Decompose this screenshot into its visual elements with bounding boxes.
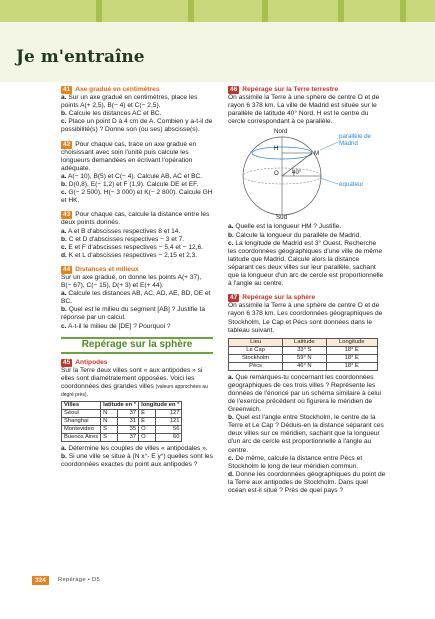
- cities-table: [61, 401, 182, 442]
- top-bar-stripe: [262, 0, 268, 22]
- table-cell: 35: [118, 426, 139, 434]
- table-cell: S: [101, 426, 118, 434]
- exercise-43: [61, 211, 213, 260]
- page-number: 324: [32, 576, 49, 585]
- question-c: c. De même, calcule la distance entre Pécs et Stockholm le long de leur méridien commun.: [228, 454, 363, 470]
- exercise-header: [61, 86, 213, 94]
- exercise-number: 43: [63, 211, 71, 219]
- exercise-title: Axe gradué en centimètres: [75, 86, 160, 93]
- section-title: Repérage sur la sphère: [81, 338, 193, 350]
- table-row: [62, 410, 182, 418]
- table-cell: 59° N: [283, 354, 326, 362]
- question-c: c. A-t-il le milieu de [DE] ? Pourquoi ?: [61, 322, 171, 330]
- question-b: b. Calcule la longueur du parallèle de Madrid.: [228, 231, 362, 239]
- exercise-header: [228, 294, 386, 302]
- question-a: a. Détermine les couples de villes « antipodales ».: [61, 445, 208, 453]
- table-cell: E: [139, 410, 156, 418]
- question-c: c. E et F d'abscisses respectives − 5,4 et − 12,6.: [61, 243, 204, 251]
- exercise-number: 47: [230, 294, 238, 302]
- exercise-intro: 43 Pour chaque cas, calcule la distance entre les deux points donnés.: [61, 211, 210, 227]
- table-cell: 37: [118, 434, 139, 442]
- exercise-number: 45: [63, 358, 71, 366]
- exercise-number: 41: [63, 86, 71, 93]
- top-bar-stripe: [96, 0, 102, 22]
- question-a: a. A(− 10), B(5) et C(− 4). Calcule AB, AC et BC.: [61, 172, 203, 180]
- coordinates-table: [228, 338, 378, 371]
- exercise-intro: Sur la Terre deux villes sont « aux antipodes » si elles sont diamétralement opposées. Voici les coordonnées des grandes villes (valeurs approchées au degré près).: [61, 366, 208, 399]
- label-m: M: [314, 150, 320, 158]
- top-bar-stripe: [338, 0, 344, 22]
- exercise-45: [61, 359, 213, 470]
- label-nord: Nord: [274, 128, 288, 136]
- table-cell: 37: [118, 410, 139, 418]
- table-row: [62, 426, 182, 434]
- exercise-header: [61, 359, 213, 367]
- question-a: a. A et B d'abscisses respectives 8 et 14.: [61, 227, 181, 235]
- label-o: O: [274, 170, 279, 178]
- exercise-header: [228, 86, 386, 94]
- table-cell: Séoul: [62, 410, 101, 418]
- label-sud: Sud: [276, 214, 288, 222]
- table-header: Lieu: [229, 338, 283, 346]
- parallel-pointer: [320, 142, 338, 150]
- table-cell: N: [101, 418, 118, 426]
- table-row: [229, 354, 378, 362]
- exercise-number: 42: [63, 140, 71, 148]
- question-a: a. Calcule les distances AB, AC, AD, AE, BD, DE et BC.: [61, 290, 211, 306]
- globe-figure: [228, 128, 386, 220]
- question-b: b. Quel est l'angle entre Stockholm, le centre de la Terre et Le Cap ? Déduis-en la distance séparant ces deux villes sur ce méridien, sachant que la longueur d'un arc de cercle est proportionnelle à l'angle au centre.: [228, 414, 384, 454]
- exercise-46: [228, 86, 386, 288]
- table-row: [229, 346, 378, 354]
- exercise-intro: 42 Pour chaque cas, trace un axe gradué en choisissant avec soin l'unité puis calcule les longueurs demandées en écrivant l'opération adéquate.: [61, 140, 197, 172]
- equator-pointer: [320, 178, 338, 184]
- exercise-47: [228, 294, 386, 495]
- exercise-title: Antipodes: [75, 358, 108, 366]
- exercise-number: 44: [63, 265, 71, 273]
- question-b: b. Si une ville se situe à (N x°- E y°) quelles sont les coordonnées exactes du point aux antipodes ?: [61, 453, 213, 469]
- exercise-intro: On assimile la Terre à une sphère de centre O et de rayon 6 378 km. La ville de Madrid est située sur le parallèle de latitude 40° Nord. H est le centre du cercle correspondant à ce parallèle.: [228, 94, 380, 126]
- table-row: [62, 434, 182, 442]
- table-cell: S: [101, 434, 118, 442]
- table-cell: Shanghai: [62, 418, 101, 426]
- exercise-intro: On assimile la Terre à une sphère de centre O et de rayon 6 378 km. Les coordonnées géographiques de Stockholm, Le Cap et Pécs sont données dans le tableau suivant.: [228, 302, 383, 334]
- table-cell: O: [139, 434, 156, 442]
- table-cell: 60: [156, 434, 182, 442]
- table-cell: 127: [156, 410, 182, 418]
- question-c: c. La longitude de Madrid est 3° Ouest. Recherche les coordonnées géographiques d'une ville de même latitude que Madrid. Calcule alors la distance séparant ces deux villes sur leur parallèle, sachant que la longueur d'un arc de cercle est proportionnelle à l'angle au centre.: [228, 239, 384, 288]
- table-header: Latitude: [283, 338, 326, 346]
- question-c: c. G(− 2 500), H(− 3 000) et K(− 2 800). Calcule GH et HK.: [61, 189, 213, 205]
- table-cell: Buenos Aires: [62, 434, 101, 442]
- table-cell: E: [139, 418, 156, 426]
- table-cell: 33° S: [283, 346, 326, 354]
- question-b: b. Calcule les distances AC et BC.: [61, 110, 162, 118]
- table-header-row: [229, 338, 378, 346]
- exercise-42: [61, 141, 213, 206]
- table-cell: Stockholm: [229, 354, 283, 362]
- table-cell: Le Cap: [229, 346, 283, 354]
- table-cell: N: [101, 410, 118, 418]
- top-color-bar: [0, 0, 435, 22]
- question-b: b. C et D d'abscisses respectives − 3 et 7.: [61, 235, 185, 243]
- exercise-title: Repérage sur la Terre terrestre: [242, 86, 339, 93]
- question-b: b. D(0,8), E(− 1,2) et F (1,9). Calcule DE et EF.: [61, 181, 199, 189]
- page-title: Je m'entraîne: [16, 47, 145, 67]
- exercise-number: 46: [230, 86, 238, 93]
- table-cell: 121: [156, 418, 182, 426]
- exercise-header: [61, 266, 213, 274]
- table-header: Longitude: [326, 338, 378, 346]
- table-row: [229, 362, 378, 370]
- question-d: d. Donne les coordonnées géographiques du point de la Terre aux antipodes de Stockholm. Dans quel océan est-il situé ? Près de quel pays ?: [228, 470, 386, 494]
- exercise-intro: Sur un axe gradué, on donne les points A(+ 37), B(− 67), C(− 15), D(+ 3) et E(+ 44).: [61, 273, 202, 290]
- table-cell: O: [139, 426, 156, 434]
- table-cell: 31: [118, 418, 139, 426]
- exercise-41: [61, 86, 213, 135]
- table-cell: Montevideo: [62, 426, 101, 434]
- question-a: a. Sur un axe gradué en centimètres, place les points A(+ 2,5), B(− 4) et C(− 2,5).: [61, 94, 198, 110]
- top-bar-stripe: [188, 0, 194, 22]
- table-cell: 18° E: [326, 362, 378, 370]
- table-header: Villes: [62, 402, 101, 410]
- table-header: latitude en °: [101, 402, 139, 410]
- table-cell: 18° E: [326, 346, 378, 354]
- left-column: [61, 86, 213, 475]
- top-bar-stripe: [400, 0, 406, 22]
- table-header: longitude en °: [139, 402, 182, 410]
- label-equateur: équateur: [339, 181, 364, 189]
- footer-text: Repérage • D5: [58, 577, 101, 583]
- label-h: H: [274, 145, 279, 153]
- table-cell: Pécs: [229, 362, 283, 370]
- question-c: c. Place un point D à 4 cm de A. Combien y a-t-il de possibilité(s) ? Donne son (ou ses) abscisse(s).: [61, 118, 213, 134]
- exercise-44: [61, 266, 213, 331]
- question-a: a. Que remarques-tu concernant les coordonnées géographiques de ces trois villes ? Représente les données de l'énoncé par un schéma similaire à celui de l'exercice précédent où figurera le méridien de Greenwich.: [228, 373, 382, 414]
- exercise-title: Distances et milieux: [75, 265, 139, 273]
- table-cell: 56: [156, 426, 182, 434]
- label-angle: 40°: [292, 169, 302, 177]
- question-b: b. Quel est le milieu du segment [AB] ? Justifie ta réponse par un calcul.: [61, 306, 206, 322]
- question-d: d. K et L d'abscisses respectives − 2,15 et 2,3.: [61, 251, 198, 259]
- right-column: [228, 86, 386, 501]
- table-cell: 46° N: [283, 362, 326, 370]
- exercise-title: Repérage sur la sphère: [242, 294, 316, 302]
- question-a: a. Quelle est la longueur HM ? Justifie.: [228, 223, 342, 231]
- table-row: [62, 418, 182, 426]
- section-banner: [61, 337, 213, 354]
- table-header-row: [62, 402, 182, 410]
- table-cell: 18° E: [326, 354, 378, 362]
- label-parallele: parallèle de Madrid: [339, 133, 371, 148]
